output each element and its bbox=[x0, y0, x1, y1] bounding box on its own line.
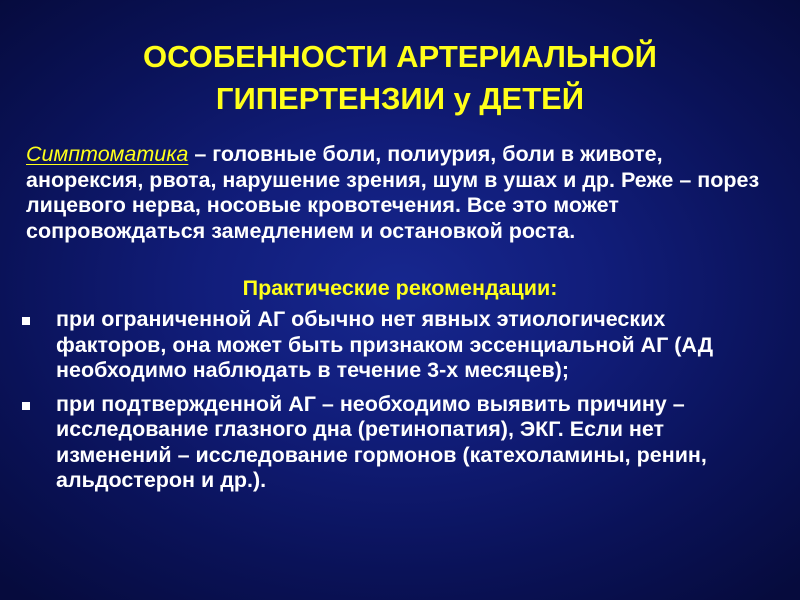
symptoms-text: – головные боли, полиурия, боли в животе, анорексия, рвота, нарушение зрения, шум в ушах и др. Реже – порез лицевого нерва, носовые кровотечения. Все это может сопровождаться замедлением и остановкой роста. bbox=[26, 142, 760, 243]
symptoms-paragraph bbox=[26, 142, 766, 244]
recommendations-heading: Практические рекомендации: bbox=[242, 276, 558, 300]
symptoms-label: Симптоматика bbox=[26, 142, 189, 166]
list-item bbox=[0, 307, 746, 384]
list-item-text: при подтвержденной АГ – необходимо выявить причину – исследование глазного дна (ретинопатия), ЭКГ. Если нет изменений – исследование гормонов (катехоламины, ренин, альдостерон и др.). bbox=[56, 391, 707, 492]
list-item-text: при ограниченной АГ обычно нет явных этиологических факторов, она может быть признаком эссенциальной АГ (АД необходимо наблюдать в течение 3-х месяцев); bbox=[56, 307, 714, 382]
square-bullet-icon bbox=[22, 402, 30, 410]
square-bullet-icon bbox=[22, 317, 30, 325]
list-item bbox=[0, 392, 746, 494]
slide-title: ОСОБЕННОСТИ АРТЕРИАЛЬНОЙ ГИПЕРТЕНЗИИ у ДЕТЕЙ bbox=[143, 39, 657, 116]
recommendations-list bbox=[0, 307, 800, 502]
